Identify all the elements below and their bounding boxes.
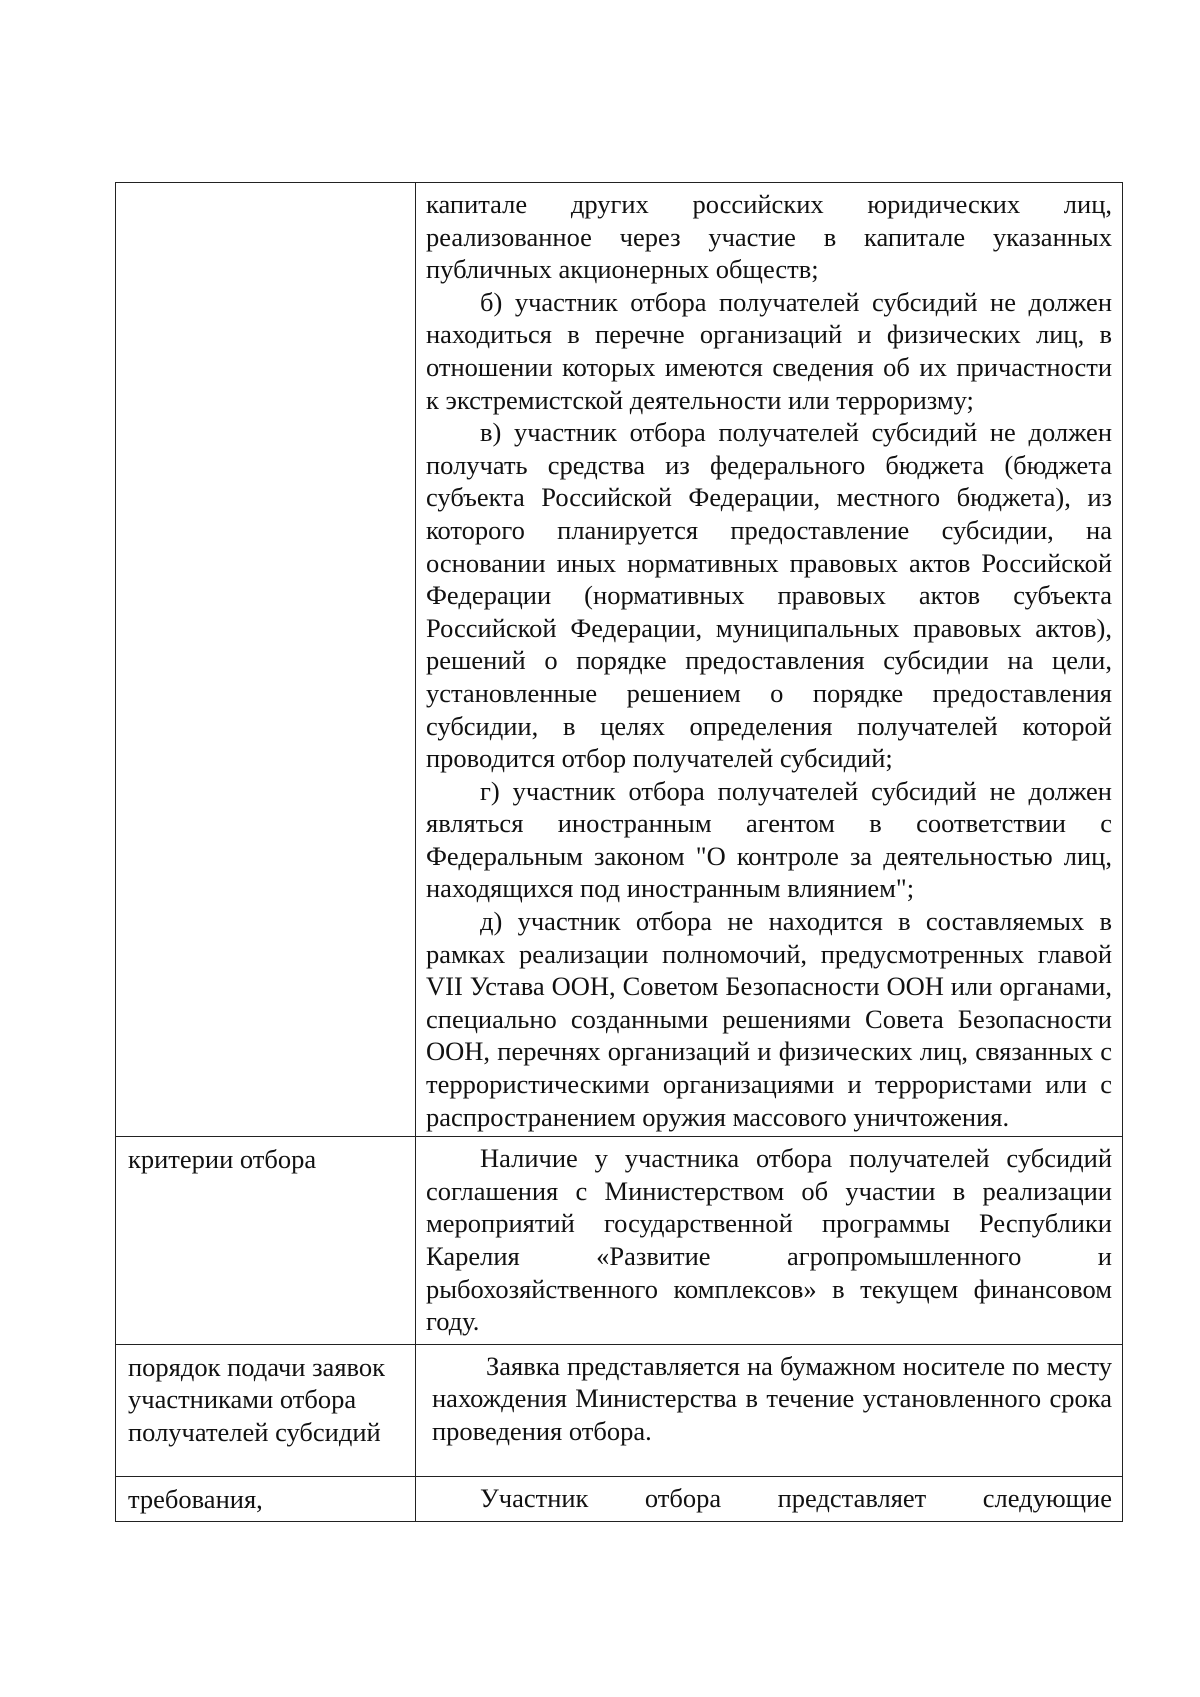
paragraph-application-order: Заявка представляется на бумажном носителе по месту нахождения Министерства в течение установленного срока проведения отбора. bbox=[432, 1350, 1112, 1446]
row-label-cell bbox=[116, 1476, 416, 1522]
table-row bbox=[116, 1137, 1123, 1345]
row-content-cell bbox=[416, 183, 1123, 1137]
row-label bbox=[116, 183, 415, 195]
table-row bbox=[116, 183, 1123, 1137]
row-label-requirements: требования, bbox=[128, 1483, 263, 1514]
paragraph-item-d: д) участник отбора не находится в составляемых в рамках реализации полномочий, предусмотренных главой VII Устава ООН, Советом Безопасности ООН или органами, специально созданными решениями Совета Безопасности ООН, перечнях организаций и физических лиц, связанных с террористическими организациями и террористами или с распространением оружия массового уничтожения. bbox=[426, 906, 1112, 1132]
paragraph-item-g: г) участник отбора получателей субсидий не должен являться иностранным агентом в соответствии с Федеральным законом "О контроле за деятельностью лиц, находящихся под иностранным влиянием"; bbox=[426, 775, 1112, 904]
row-label-cell bbox=[116, 1344, 416, 1476]
paragraph-requirements: Участник отбора представляет следующие bbox=[480, 1482, 1112, 1513]
row-label-criteria: критерии отбора bbox=[128, 1144, 317, 1175]
paragraph-continuation: капитале других российских юридических лиц, реализованное через участие в капитале указанных публичных акционерных обществ; bbox=[426, 189, 1112, 285]
row-label-application-order: порядок подачи заявок участниками отбора получателей субсидий bbox=[128, 1351, 385, 1447]
paragraph-item-v: в) участник отбора получателей субсидий не должен получать средства из федерального бюджета (бюджета субъекта Российской Федерации, местного бюджета), из которого планируется предоставление субсидии, на основании иных нормативных правовых актов Российской Федерации (нормативных правовых актов субъекта Российской Федерации, муниципальных правовых актов), решений о порядке предоставления субсидии на цели, установленные решением о порядке предоставления субсидии, в целях определения получателей которой проводится отбор получателей субсидий; bbox=[426, 417, 1112, 774]
table-row bbox=[116, 1344, 1123, 1476]
row-content-cell bbox=[416, 1137, 1123, 1345]
paragraph-item-b: б) участник отбора получателей субсидий не должен находиться в перечне организаций и физических лиц, в отношении которых имеются сведения об их причастности к экстремистской деятельности или терроризму; bbox=[426, 286, 1112, 415]
paragraph-criteria: Наличие у участника отбора получателей субсидий соглашения с Министерством об участии в реализации мероприятий государственной программы Республики Карелия «Развитие агропромышленного и рыбохозяйственного комплексов» в текущем финансовом году. bbox=[426, 1143, 1112, 1337]
row-label-cell bbox=[116, 1137, 416, 1345]
row-content-cell bbox=[416, 1344, 1123, 1476]
row-content-cell bbox=[416, 1476, 1123, 1522]
requirements-table bbox=[115, 182, 1123, 1522]
table-row bbox=[116, 1476, 1123, 1522]
row-label-cell bbox=[116, 183, 416, 1137]
